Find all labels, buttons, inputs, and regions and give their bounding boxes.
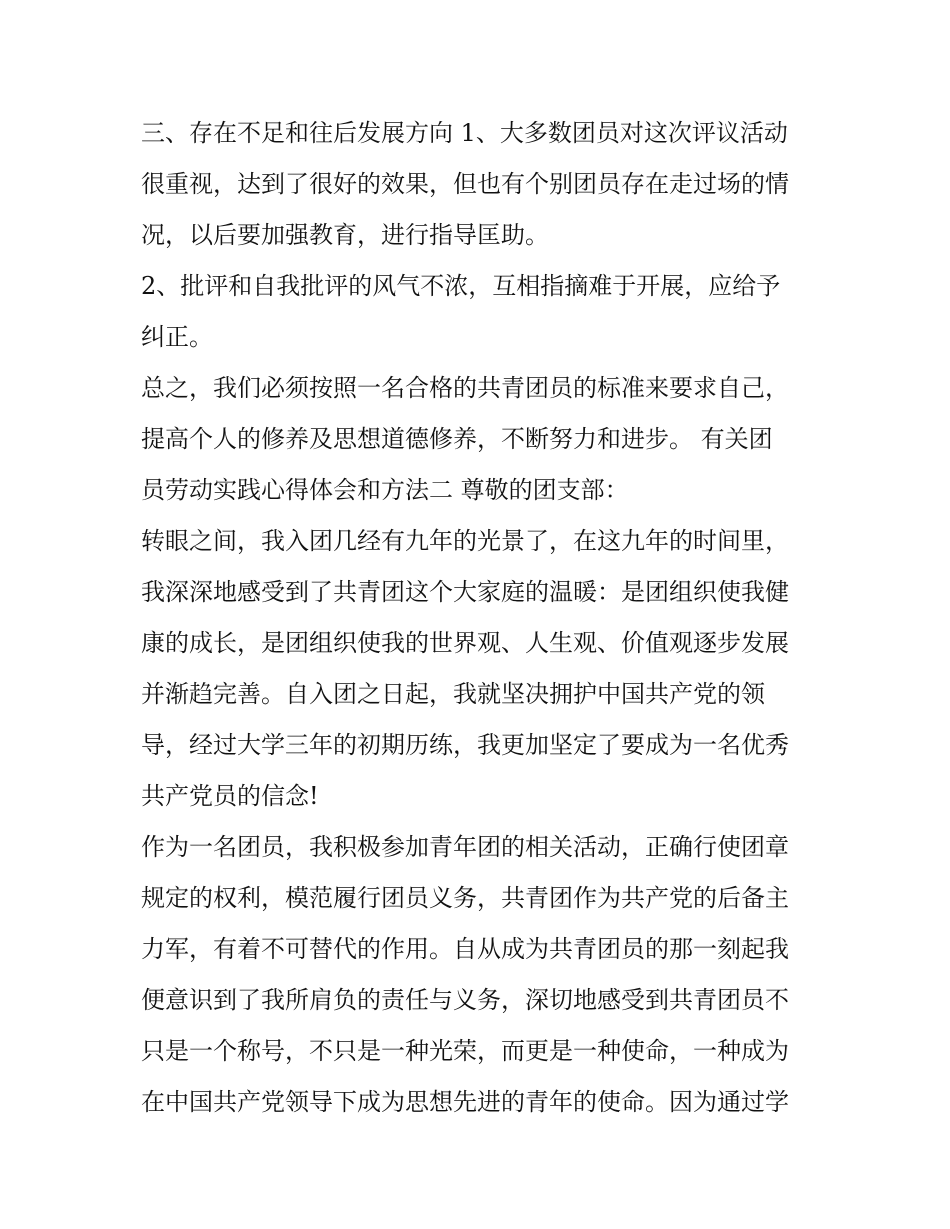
paragraph-conclusion <box>141 363 821 516</box>
text-line: 我深深地感受到了共青团这个大家庭的温暖：是团组织使我健 <box>141 578 789 606</box>
text-line: 况，以后要加强教育，进行指导匡助。 <box>141 221 549 249</box>
document-body <box>141 108 821 1128</box>
text-line: 并渐趋完善。自入团之日起，我就坚决拥护中国共产党的领 <box>141 680 765 708</box>
text-line: 在中国共产党领导下成为思想先进的青年的使命。因为通过学 <box>141 1088 789 1116</box>
text-line: 很重视，达到了很好的效果，但也有个别团员存在走过场的情 <box>141 170 789 198</box>
text-line: 转眼之间，我入团几经有九年的光景了，在这九年的时间里， <box>141 527 789 555</box>
text-line: 便意识到了我所肩负的责任与义务，深切地感受到共青团员不 <box>141 986 789 1014</box>
text-line: 提高个人的修养及思想道德修养，不断努力和进步。 有关团 <box>141 425 773 453</box>
text-line: 纠正。 <box>141 323 213 351</box>
text-line: 2、批评和自我批评的风气不浓，互相指摘难于开展，应给予 <box>141 272 781 300</box>
text-line: 规定的权利，模范履行团员义务，共青团作为共产党的后备主 <box>141 884 789 912</box>
text-line: 员劳动实践心得体会和方法二 尊敬的团支部： <box>141 476 629 504</box>
paragraph-nine-years <box>141 516 821 822</box>
paragraph-criticism <box>141 261 821 363</box>
text-line: 只是一个称号，不只是一种光荣，而更是一种使命，一种成为 <box>141 1037 789 1065</box>
text-line: 力军，有着不可替代的作用。自从成为共青团员的那一刻起我 <box>141 935 789 963</box>
text-line: 作为一名团员，我积极参加青年团的相关活动，正确行使团章 <box>141 833 789 861</box>
paragraph-shortcomings <box>141 108 821 261</box>
text-line: 三、存在不足和往后发展方向 1、大多数团员对这次评议活动 <box>141 119 788 147</box>
text-line: 总之，我们必须按照一名合格的共青团员的标准来要求自己， <box>141 374 789 402</box>
text-line: 导，经过大学三年的初期历练，我更加坚定了要成为一名优秀 <box>141 731 789 759</box>
text-line: 康的成长，是团组织使我的世界观、人生观、价值观逐步发展 <box>141 629 789 657</box>
text-line: 共产党员的信念! <box>141 782 319 810</box>
paragraph-league-member <box>141 822 821 1128</box>
